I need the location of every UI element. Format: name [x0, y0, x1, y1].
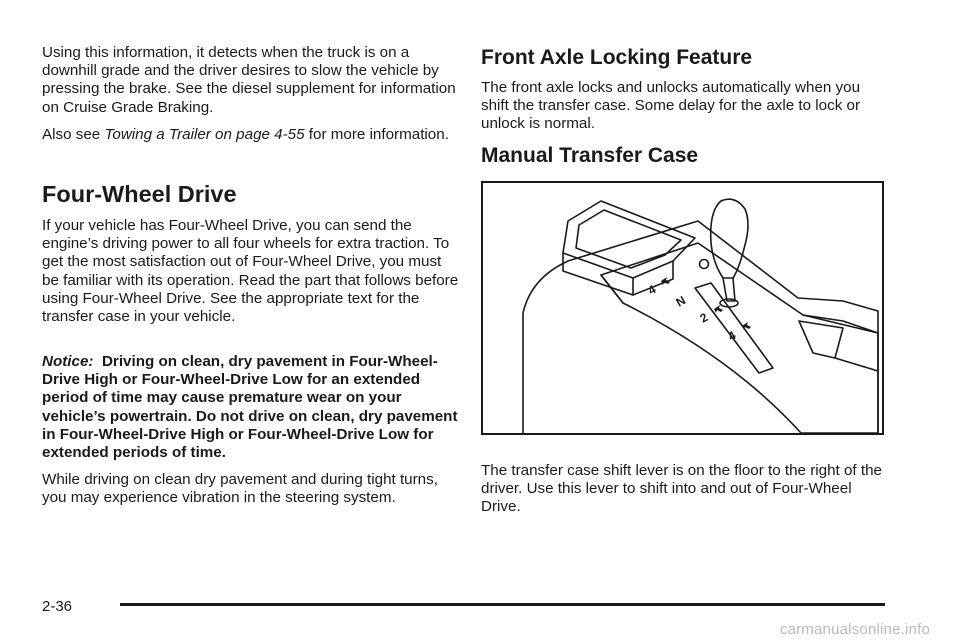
- notice-text: Driving on clean, dry pavement in Four-Wheel-Drive High or Four-Wheel-Drive Low for an extended period of time may cause premature wear on your vehicle’s powertrain. Do not drive on clean, dry pavement in Four-Wheel-Drive High or Four-Wheel-Drive Low for extended periods of time.: [42, 353, 458, 462]
- see-also-paragraph: [42, 126, 462, 144]
- transfer-lever-paragraph: The transfer case shift lever is on the floor to the right of the driver. Use this lever to shift into and out of Four-Wheel Drive.: [481, 462, 882, 516]
- vibration-paragraph: While driving on clean dry pavement and during tight turns, you may experience vibration in the steering system.: [42, 471, 438, 507]
- see-also-prefix: Also see: [42, 126, 105, 143]
- transfer-case-figure: [481, 181, 884, 435]
- four-wheel-drive-heading: Four-Wheel Drive: [42, 181, 237, 207]
- shift-gate-plate: [601, 243, 878, 433]
- gate-label-4low: 4: [645, 282, 659, 298]
- console-outline: [523, 221, 878, 433]
- gate-label-4high: 4: [725, 328, 739, 344]
- four-wheel-drive-paragraph: If your vehicle has Four-Wheel Drive, you can send the engine’s driving power to all four wheels for extra traction. To get the most satisfaction out of Four-Wheel Drive, you must be familiar with its operation. Read the part that follows before using Four-Wheel Drive. See the appropriate text for the transfer case in your vehicle.: [42, 217, 459, 326]
- intro-paragraph: Using this information, it detects when the truck is on a downhill grade and the driver desires to slow the vehicle by pressing the brake. See the diesel supplement for information on Cruise Grade Braking.: [42, 44, 456, 116]
- r-mark: [700, 260, 709, 269]
- shift-knob: [711, 199, 748, 278]
- notice-label: Notice:: [42, 353, 94, 370]
- manual-transfer-heading: Manual Transfer Case: [481, 144, 699, 167]
- gate-label-neutral: N: [673, 293, 689, 310]
- page-number: 2-36: [42, 598, 73, 615]
- gate-arrow-icon: [742, 322, 751, 330]
- gate-label-2high: 2: [697, 310, 711, 326]
- front-axle-heading: Front Axle Locking Feature: [481, 46, 753, 69]
- transfer-case-illustration: [483, 183, 882, 433]
- watermark-text: carmanualsonline.info: [779, 621, 930, 638]
- footer-rule: [120, 603, 885, 606]
- front-axle-paragraph: The front axle locks and unlocks automatically when you shift the transfer case. Some delay for the axle to lock or unlock is normal.: [481, 79, 861, 133]
- towing-trailer-link[interactable]: Towing a Trailer on page 4-55: [104, 126, 305, 143]
- shift-lever-stem: [723, 278, 735, 301]
- see-also-suffix: for more information.: [304, 126, 449, 143]
- notice-paragraph: [42, 353, 462, 462]
